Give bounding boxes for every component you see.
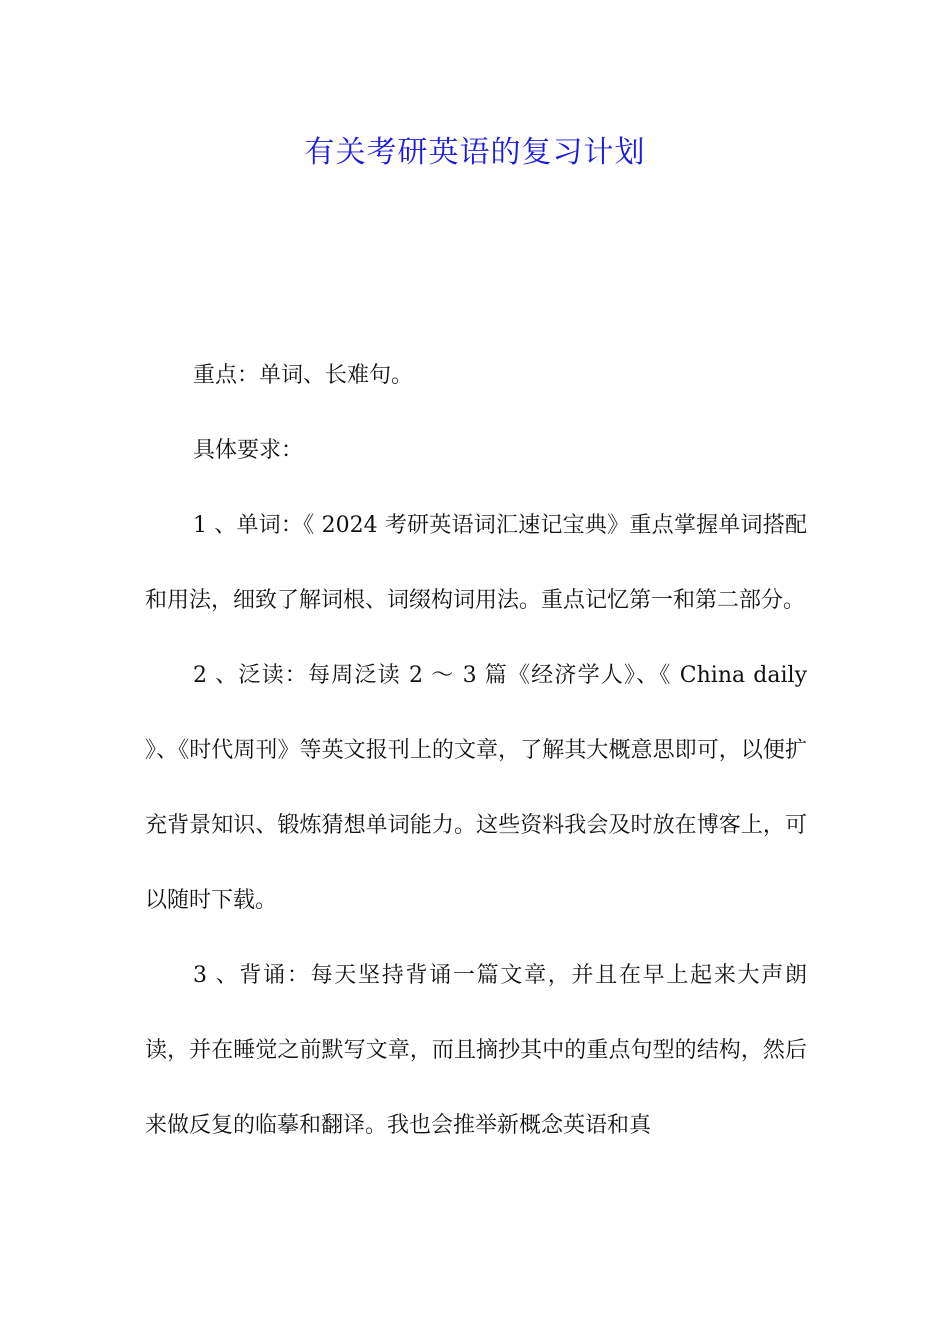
paragraph-vocabulary: 1 、单词：《 2024 考研英语词汇速记宝典》重点掌握单词搭配和用法，细致了解词根、词缀构词用法。重点记忆第一和第二部分。 xyxy=(145,513,807,613)
paragraph-extensive-reading: 2 、泛读：每周泛读 2 ～ 3 篇《经济学人》、《 China daily 》、《时代周刊》等英文报刊上的文章，了解其大概意思即可，以便扩充背景知识、锻炼猜想单词能力。这些资料我会及时放在博客上，可以随时下载。 xyxy=(145,663,807,913)
paragraph-recitation: 3 、背诵：每天坚持背诵一篇文章，并且在早上起来大声朗读，并在睡觉之前默写文章，而且摘抄其中的重点句型的结构，然后来做反复的临摹和翻译。我也会推举新概念英语和真 xyxy=(145,963,807,1138)
paragraph-requirements-heading: 具体要求： xyxy=(193,438,304,463)
document-title: 有关考研英语的复习计划 xyxy=(304,135,646,170)
paragraph-focus: 重点：单词、长难句。 xyxy=(193,363,414,388)
document-body xyxy=(145,338,807,1163)
